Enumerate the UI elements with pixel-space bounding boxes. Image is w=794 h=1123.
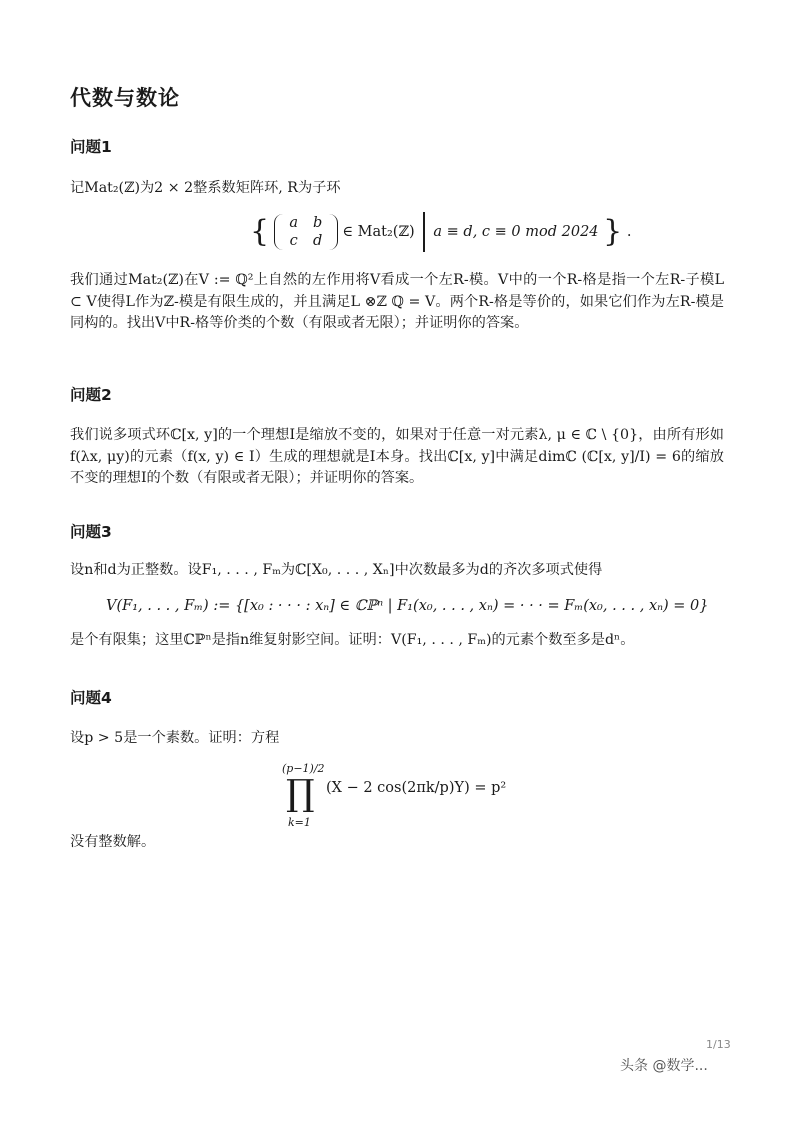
- problem-4-body: 没有整数解。: [70, 834, 156, 850]
- problem-3-intro: 设n和d为正整数。设F₁, . . . , Fₘ为ℂ[X₀, . . . , Xₙ]中次数最多为d的齐次多项式使得: [70, 562, 603, 578]
- condition: a ≡ d, c ≡ 0 mod 2024: [433, 224, 599, 240]
- problem-1-heading: 问题1: [70, 138, 112, 156]
- problem-4-heading: 问题4: [70, 689, 112, 707]
- problem-1-body: 我们通过Mat₂(ℤ)在V := ℚ²上自然的左作用将V看成一个左R-模。V中的一个R-格是指一个左R-子模L ⊂ V使得L作为ℤ-模是有限生成的，并且满足L ⊗ℤ ℚ = V。两个R-格是等价的，如果它们作为左R-模是同构的。找出V中R-格等价类的个数（有限或者无限）；并证明你的答案。: [70, 272, 724, 331]
- problem-1-intro: 记Mat₂(ℤ)为2 × 2整系数矩阵环, R为子环: [70, 180, 341, 196]
- problem-3-heading: 问题3: [70, 523, 112, 541]
- product-body: (X − 2 cos(2πk/p)Y) = p²: [326, 780, 507, 796]
- problem-1-display: { a b c d ∈ Mat₂(ℤ) a ≡ d, c ≡ 0 mod 2024 } .: [250, 212, 631, 252]
- problem-2-heading: 问题2: [70, 386, 112, 404]
- problem-2-body: 我们说多项式环ℂ[x, y]的一个理想I是缩放不变的，如果对于任意一对元素λ, μ ∈ ℂ \ {0}，由所有形如f(λx, μy)的元素（f(x, y) ∈ I）生成的理想就是I本身。找出ℂ[x, y]中满足dimℂ (ℂ[x, y]/I) = 6的缩放不变的理想I的个数（有限或者无限）；并证明你的答案。: [70, 427, 724, 486]
- product-equation: [280, 762, 620, 832]
- problem-3-body: 是个有限集；这里ℂℙⁿ是指n维复射影空间。证明：V(F₁, . . . , Fₘ)的元素个数至多是dⁿ。: [70, 632, 635, 648]
- product-lower-limit: k=1: [288, 816, 311, 829]
- membership: ∈ Mat₂(ℤ): [342, 224, 415, 240]
- matrix: a b c d: [274, 214, 338, 250]
- product-symbol: ∏: [286, 773, 315, 814]
- problem-3-display: V(F₁, . . . , Fₘ) := {[x₀ : · · · : xₙ] ∈ ℂℙⁿ | F₁(x₀, . . . , xₙ) = · · · = Fₘ(x₀, . . . , xₙ) = 0}: [106, 598, 709, 614]
- page-title: 代数与数论: [70, 86, 180, 110]
- watermark: 头条 @数学...: [620, 1058, 708, 1074]
- page-number: 1/13: [706, 1038, 731, 1051]
- problem-4-intro: 设p > 5是一个素数。证明：方程: [70, 730, 280, 746]
- product-upper-limit: (p−1)/2: [282, 762, 325, 775]
